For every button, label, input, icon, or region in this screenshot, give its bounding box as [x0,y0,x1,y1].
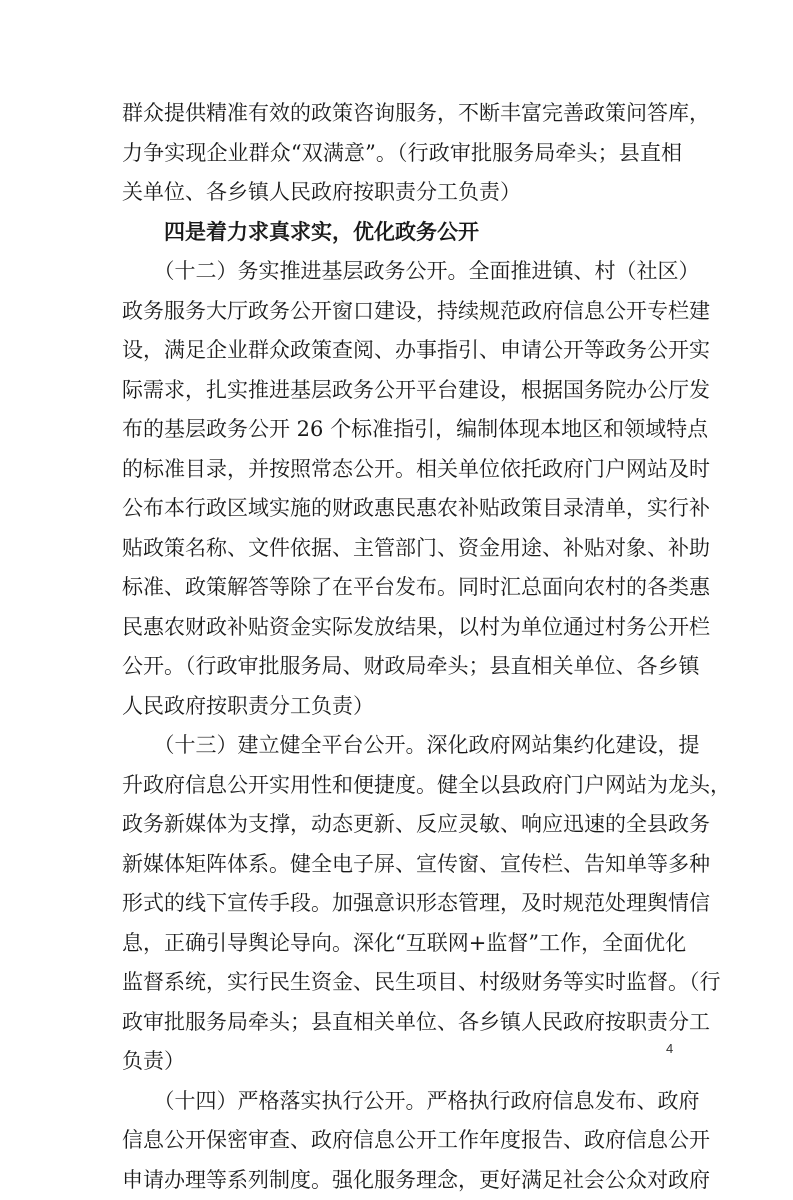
text-line: 升政府信息公开实用性和便捷度。健全以县政府门户网站为龙头， [122,766,682,806]
text-line: 人民政府按职责分工负责） [122,687,682,727]
text-line: 贴政策名称、文件依据、主管部门、资金用途、补贴对象、补助 [122,529,682,569]
text-line: 信息公开保密审查、政府信息公开工作年度报告、政府信息公开 [122,1121,682,1161]
text-line: 政务新媒体为支撑，动态更新、反应灵敏、响应迅速的全县政务 [122,805,682,845]
section-heading: 四是着力求真求实，优化政务公开 [122,213,682,253]
text-line: （十三）建立健全平台公开。深化政府网站集约化建设，提 [122,726,682,766]
text-line: 群众提供精准有效的政策咨询服务，不断丰富完善政策问答库， [122,94,682,134]
text-line: 形式的线下宣传手段。加强意识形态管理，及时规范处理舆情信 [122,884,682,924]
text-line: 息，正确引导舆论导向。深化“互联网+监督”工作，全面优化 [122,924,682,964]
text-line: 际需求，扎实推进基层政务公开平台建设，根据国务院办公厅发 [122,371,682,411]
text-line: 申请办理等系列制度。强化服务理念，更好满足社会公众对政府 [122,1161,682,1200]
text-line: 政审批服务局牵头；县直相关单位、各乡镇人民政府按职责分工 [122,1003,682,1043]
text-line: 公布本行政区域实施的财政惠民惠农补贴政策目录清单，实行补 [122,489,682,529]
text-line: 设，满足企业群众政策查阅、办事指引、申请公开等政务公开实 [122,331,682,371]
text-line: 关单位、各乡镇人民政府按职责分工负责） [122,173,682,213]
text-line: 公开。（行政审批服务局、财政局牵头；县直相关单位、各乡镇 [122,647,682,687]
page-number: 4 [666,1041,673,1056]
text-line: 新媒体矩阵体系。健全电子屏、宣传窗、宣传栏、告知单等多种 [122,845,682,885]
text-line: 的标准目录，并按照常态公开。相关单位依托政府门户网站及时 [122,450,682,490]
text-line: （十二）务实推进基层政务公开。全面推进镇、村（社区） [122,252,682,292]
text-line: 监督系统，实行民生资金、民生项目、村级财务等实时监督。（行 [122,963,682,1003]
text-line: （十四）严格落实执行公开。严格执行政府信息发布、政府 [122,1082,682,1122]
text-line: 布的基层政务公开 26 个标准指引，编制体现本地区和领域特点 [122,410,682,450]
text-line: 民惠农财政补贴资金实际发放结果，以村为单位通过村务公开栏 [122,608,682,648]
text-line: 标准、政策解答等除了在平台发布。同时汇总面向农村的各类惠 [122,568,682,608]
text-line: 政务服务大厅政务公开窗口建设，持续规范政府信息公开专栏建 [122,292,682,332]
text-line: 负责） [122,1042,682,1082]
body-text [122,94,682,1200]
text-line: 力争实现企业群众“双满意”。（行政审批服务局牵头；县直相 [122,134,682,174]
